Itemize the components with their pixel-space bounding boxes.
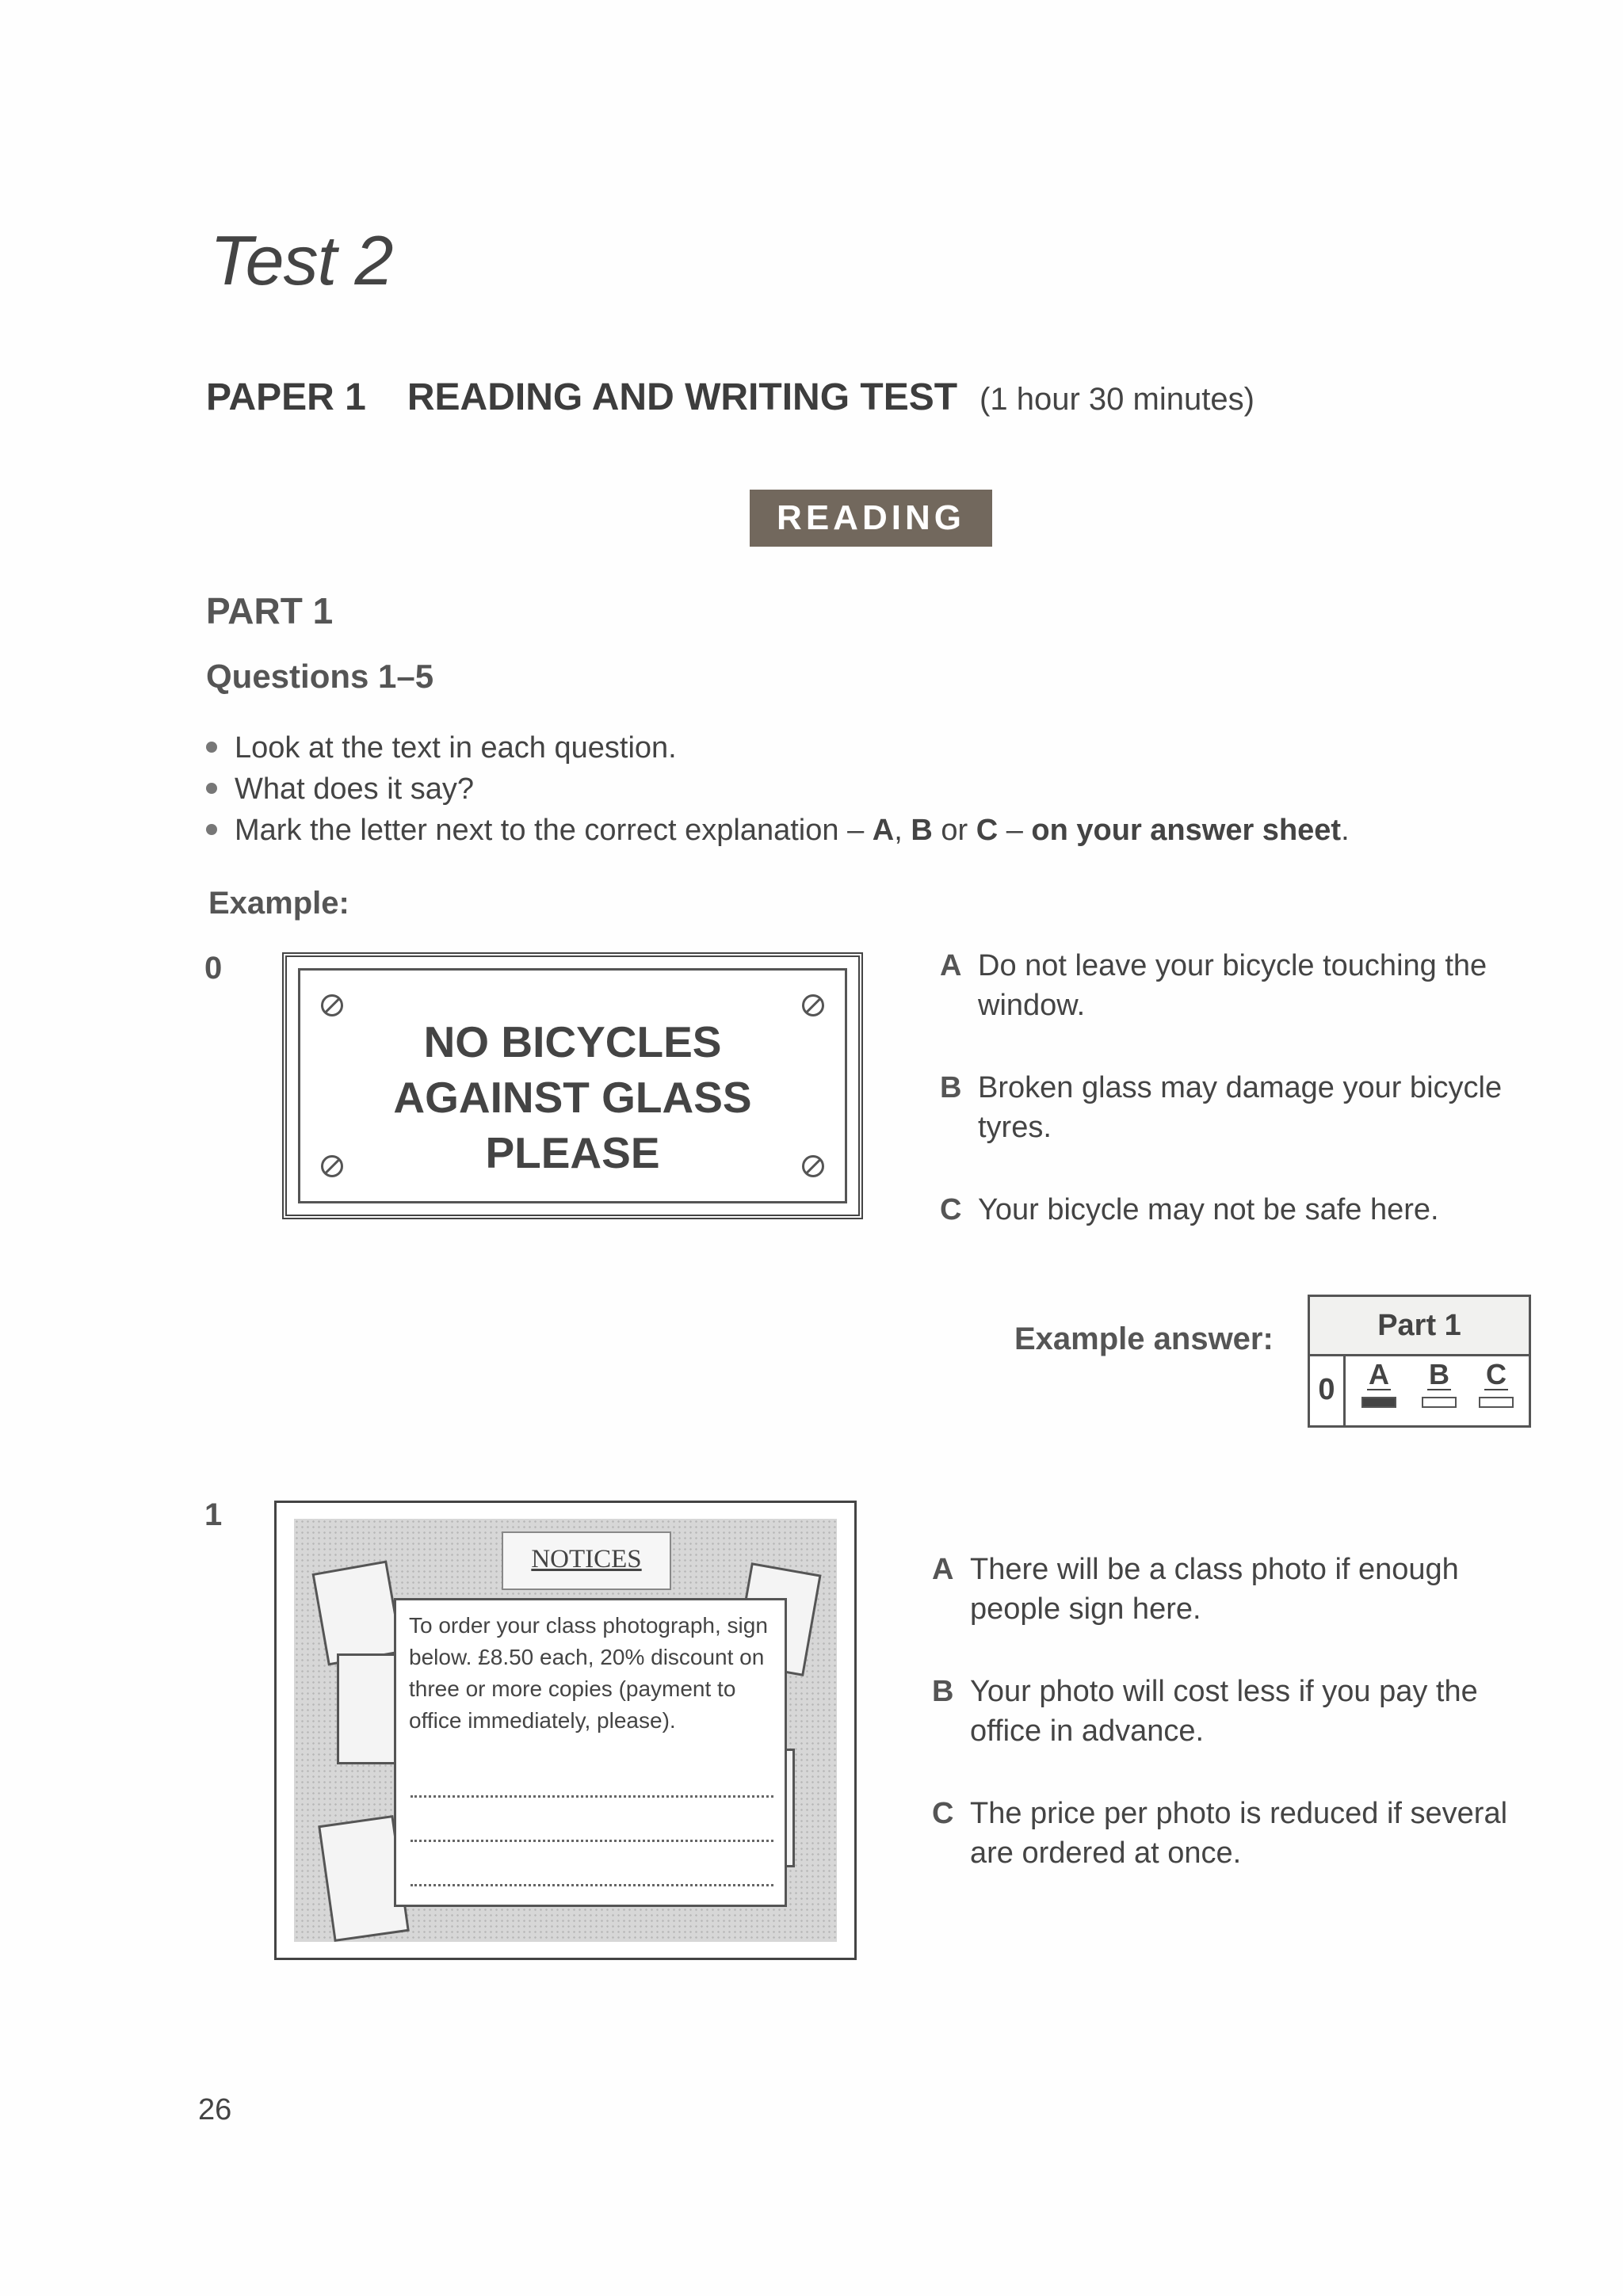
notice-board bbox=[294, 1519, 837, 1942]
answer-letter: B bbox=[1429, 1358, 1449, 1390]
sign-line: PLEASE bbox=[485, 1128, 660, 1177]
notice-card bbox=[394, 1598, 787, 1907]
answer-choice-c bbox=[1476, 1360, 1516, 1408]
instruction-text: What does it say? bbox=[235, 772, 475, 806]
page-number: 26 bbox=[198, 2093, 232, 2126]
option-a bbox=[940, 946, 1558, 1025]
sign-line: NO BICYCLES bbox=[423, 1017, 722, 1066]
option-text: The price per photo is reduced if several are ordered at once. bbox=[970, 1797, 1508, 1870]
option-letter: A bbox=[932, 1553, 954, 1586]
answer-letter: A bbox=[1369, 1358, 1389, 1390]
option-letter: B bbox=[932, 1675, 954, 1708]
answer-mark-filled bbox=[1361, 1397, 1396, 1408]
example-answer-label: Example answer: bbox=[1014, 1322, 1274, 1356]
answer-mark-empty bbox=[1422, 1397, 1457, 1408]
option-letter: B bbox=[940, 1071, 962, 1104]
pinned-paper bbox=[311, 1561, 403, 1666]
bullet-icon bbox=[206, 824, 217, 835]
paper-label: PAPER 1 bbox=[206, 376, 366, 418]
option-text: There will be a class photo if enough people sign here. bbox=[970, 1553, 1459, 1626]
letter-b: B bbox=[911, 814, 933, 847]
part-heading: PART 1 bbox=[206, 590, 334, 631]
section-banner: READING bbox=[750, 490, 992, 547]
answer-sheet-phrase: on your answer sheet bbox=[1031, 814, 1342, 847]
bullet-icon bbox=[206, 742, 217, 753]
comma: , bbox=[894, 814, 911, 847]
option-b bbox=[932, 1672, 1550, 1751]
example-number: 0 bbox=[204, 951, 223, 986]
option-b bbox=[940, 1068, 1558, 1147]
option-text: Your bicycle may not be safe here. bbox=[978, 1193, 1439, 1226]
instruction-text: Look at the text in each question. bbox=[235, 731, 677, 765]
paper-duration: (1 hour 30 minutes) bbox=[980, 382, 1254, 417]
dash: – bbox=[998, 814, 1032, 847]
instruction-item bbox=[204, 769, 1552, 810]
questions-heading: Questions 1–5 bbox=[206, 658, 434, 695]
screw-icon bbox=[321, 994, 343, 1016]
example-label: Example: bbox=[208, 886, 349, 921]
screw-icon bbox=[802, 994, 824, 1016]
sign-line: AGAINST GLASS bbox=[393, 1073, 752, 1122]
sign-text bbox=[300, 1014, 845, 1180]
paper-heading bbox=[206, 376, 1254, 419]
answer-mark-empty bbox=[1479, 1397, 1514, 1408]
option-text: Do not leave your bicycle touching the window. bbox=[978, 949, 1487, 1022]
bicycle-sign bbox=[282, 952, 863, 1219]
test-title: Test 2 bbox=[210, 221, 393, 299]
question-number: 1 bbox=[204, 1497, 223, 1532]
option-text: Broken glass may damage your bicycle tyres. bbox=[978, 1071, 1503, 1144]
sign-inner-border bbox=[298, 968, 847, 1203]
option-letter: A bbox=[940, 949, 962, 982]
notice-text: To order your class photograph, sign below. £8.50 each, 20% discount on three or more copies (payment to office immediately, please). bbox=[409, 1613, 768, 1733]
answer-box-title: Part 1 bbox=[1310, 1297, 1529, 1356]
signature-line bbox=[411, 1795, 773, 1798]
option-letter: C bbox=[940, 1193, 962, 1226]
option-a bbox=[932, 1550, 1550, 1629]
answer-choice-b bbox=[1419, 1360, 1459, 1408]
paper-title: READING AND WRITING TEST bbox=[407, 376, 958, 418]
instruction-item bbox=[204, 810, 1552, 851]
example-answer-box bbox=[1308, 1295, 1531, 1428]
instruction-text: Mark the letter next to the correct explanation – bbox=[235, 814, 873, 847]
notices-title: NOTICES bbox=[502, 1531, 671, 1590]
instruction-item bbox=[204, 727, 1552, 769]
signature-line bbox=[411, 1884, 773, 1886]
answer-choice-a bbox=[1359, 1360, 1399, 1408]
option-c bbox=[932, 1794, 1550, 1873]
bullet-icon bbox=[206, 783, 217, 794]
answer-letter: C bbox=[1486, 1358, 1507, 1390]
or-word: or bbox=[932, 814, 976, 847]
notice-board-frame bbox=[274, 1501, 857, 1960]
answer-row-number: 0 bbox=[1310, 1354, 1346, 1425]
letter-c: C bbox=[976, 814, 999, 847]
period: . bbox=[1341, 814, 1350, 847]
letter-a: A bbox=[872, 814, 895, 847]
option-text: Your photo will cost less if you pay the office in advance. bbox=[970, 1675, 1478, 1748]
option-letter: C bbox=[932, 1797, 954, 1830]
instruction-list bbox=[204, 727, 1552, 851]
signature-line bbox=[411, 1840, 773, 1842]
option-c bbox=[940, 1190, 1558, 1230]
